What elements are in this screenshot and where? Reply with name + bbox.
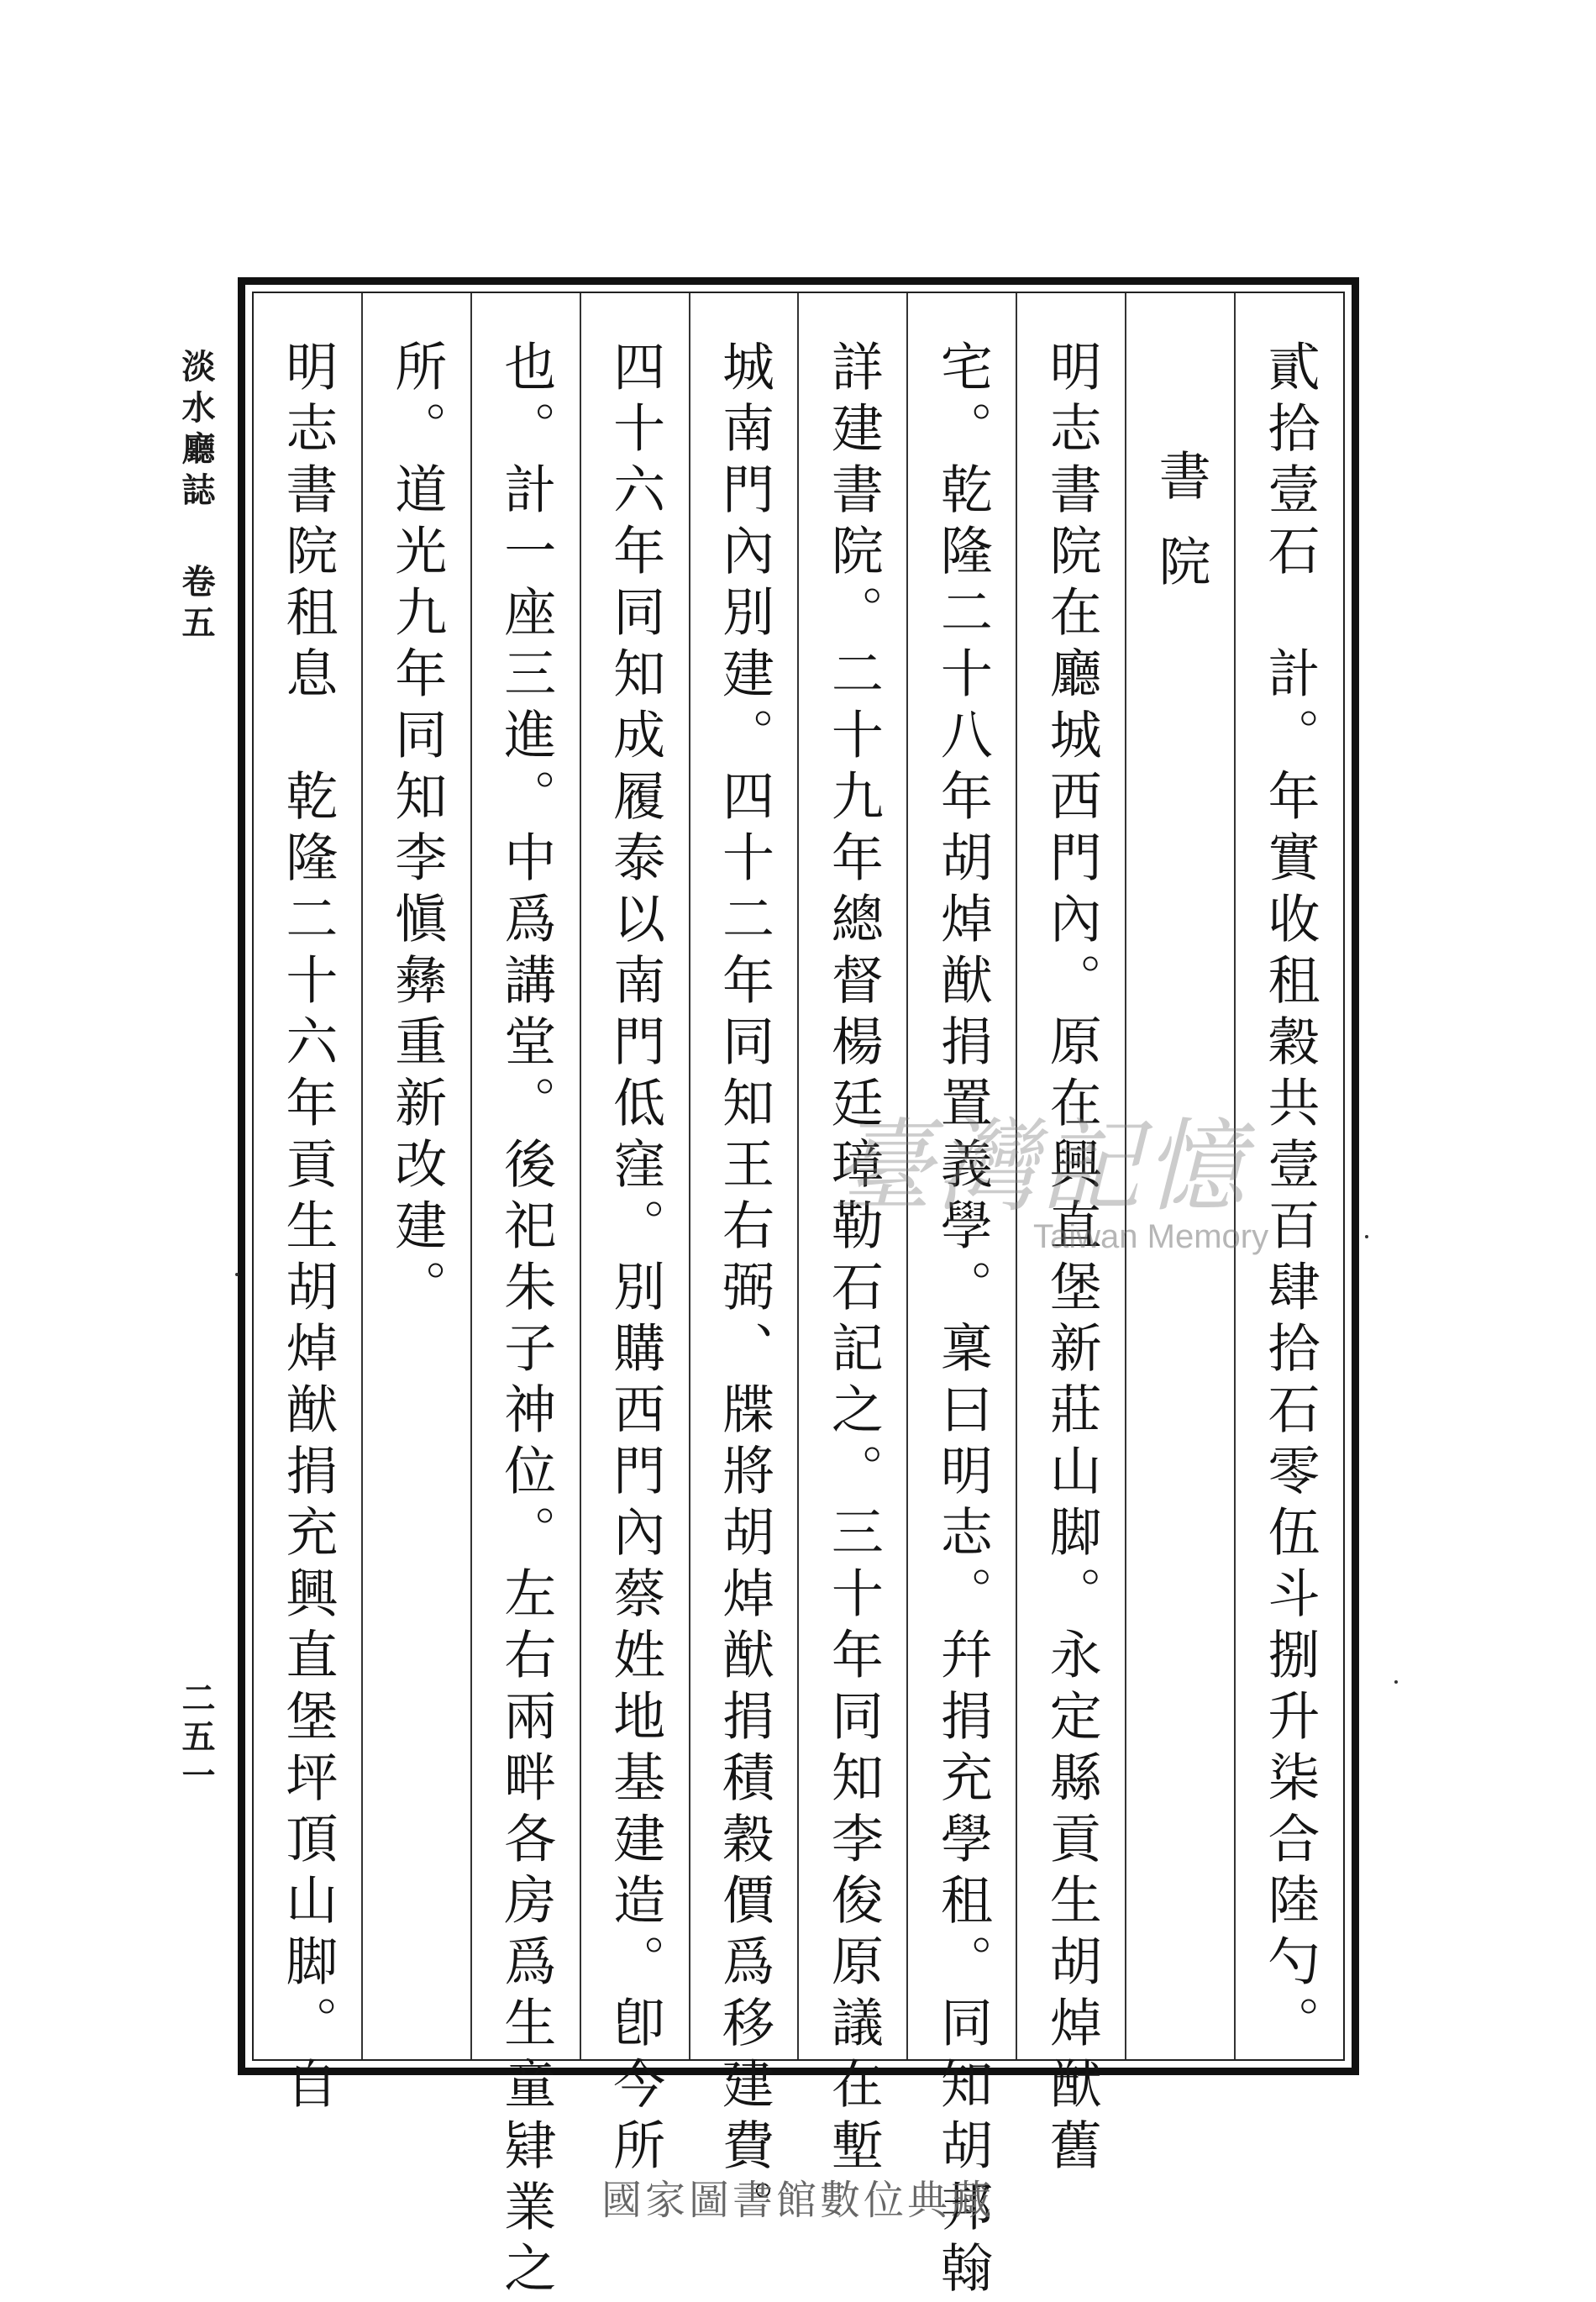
- column-text: 城南門內別建。四十二年同知王右弼、牒將胡焯猷捐積穀價爲移建費。: [713, 339, 775, 2241]
- watermark-chinese: 臺灣記憶: [832, 1109, 1248, 1226]
- text-column-5: [797, 293, 906, 2179]
- text-column-1: [1234, 293, 1343, 2059]
- column-text: 詳建書院。二十九年總督楊廷璋勒石記之。三十年同知李俊原議在塹: [822, 339, 885, 2179]
- column-text: 四十六年同知成履泰以南門低窪。別購西門內蔡姓地基建造。卽今所: [604, 339, 666, 2179]
- text-column-2: [1125, 293, 1234, 2059]
- text-column-10: [254, 293, 361, 2118]
- column-text: 明志書院在廳城西門內。原在興直堡新莊山脚。永定縣貢生胡焯猷舊: [1041, 339, 1103, 2179]
- text-column-7: [580, 293, 689, 2179]
- text-column-6: [689, 293, 798, 2241]
- section-heading: 書院: [1150, 449, 1212, 620]
- volume-label: 卷五: [176, 564, 216, 646]
- column-text: 所。道光九年同知李愼彝重新改建。: [386, 339, 448, 1321]
- column-text: 明志書院租息 乾隆二十六年貢生胡焯猷捐充興直堡坪頂山脚。自: [276, 339, 339, 2118]
- book-title: 淡水廳誌: [176, 349, 216, 513]
- scan-speck: [1365, 1235, 1368, 1238]
- text-column-4: [906, 293, 1016, 2302]
- scan-speck: [1394, 1680, 1398, 1684]
- scan-speck: [235, 1273, 239, 1276]
- text-column-9: [361, 293, 470, 2059]
- page-number: 二五一: [176, 1680, 216, 1796]
- column-text: 宅。乾隆二十八年胡焯猷捐置義學。稟曰明志。幷捐充學租。同知胡邦翰: [932, 339, 994, 2302]
- margin-book-title: [172, 349, 220, 646]
- text-column-3: [1016, 293, 1125, 2179]
- watermark-english: Taiwan Memory: [1033, 1218, 1269, 1255]
- column-text: 也。計一座三進。中爲講堂。後祀朱子神位。左右兩畔各房爲生童肄業之: [495, 339, 557, 2302]
- text-column-8: [470, 293, 580, 2302]
- footer-collection-label: 國家圖書館數位典藏: [601, 2177, 995, 2224]
- column-text: 貳拾壹石 計。年實收租穀共壹百肆拾石零伍斗捌升柒合陸勺。: [1259, 339, 1321, 2057]
